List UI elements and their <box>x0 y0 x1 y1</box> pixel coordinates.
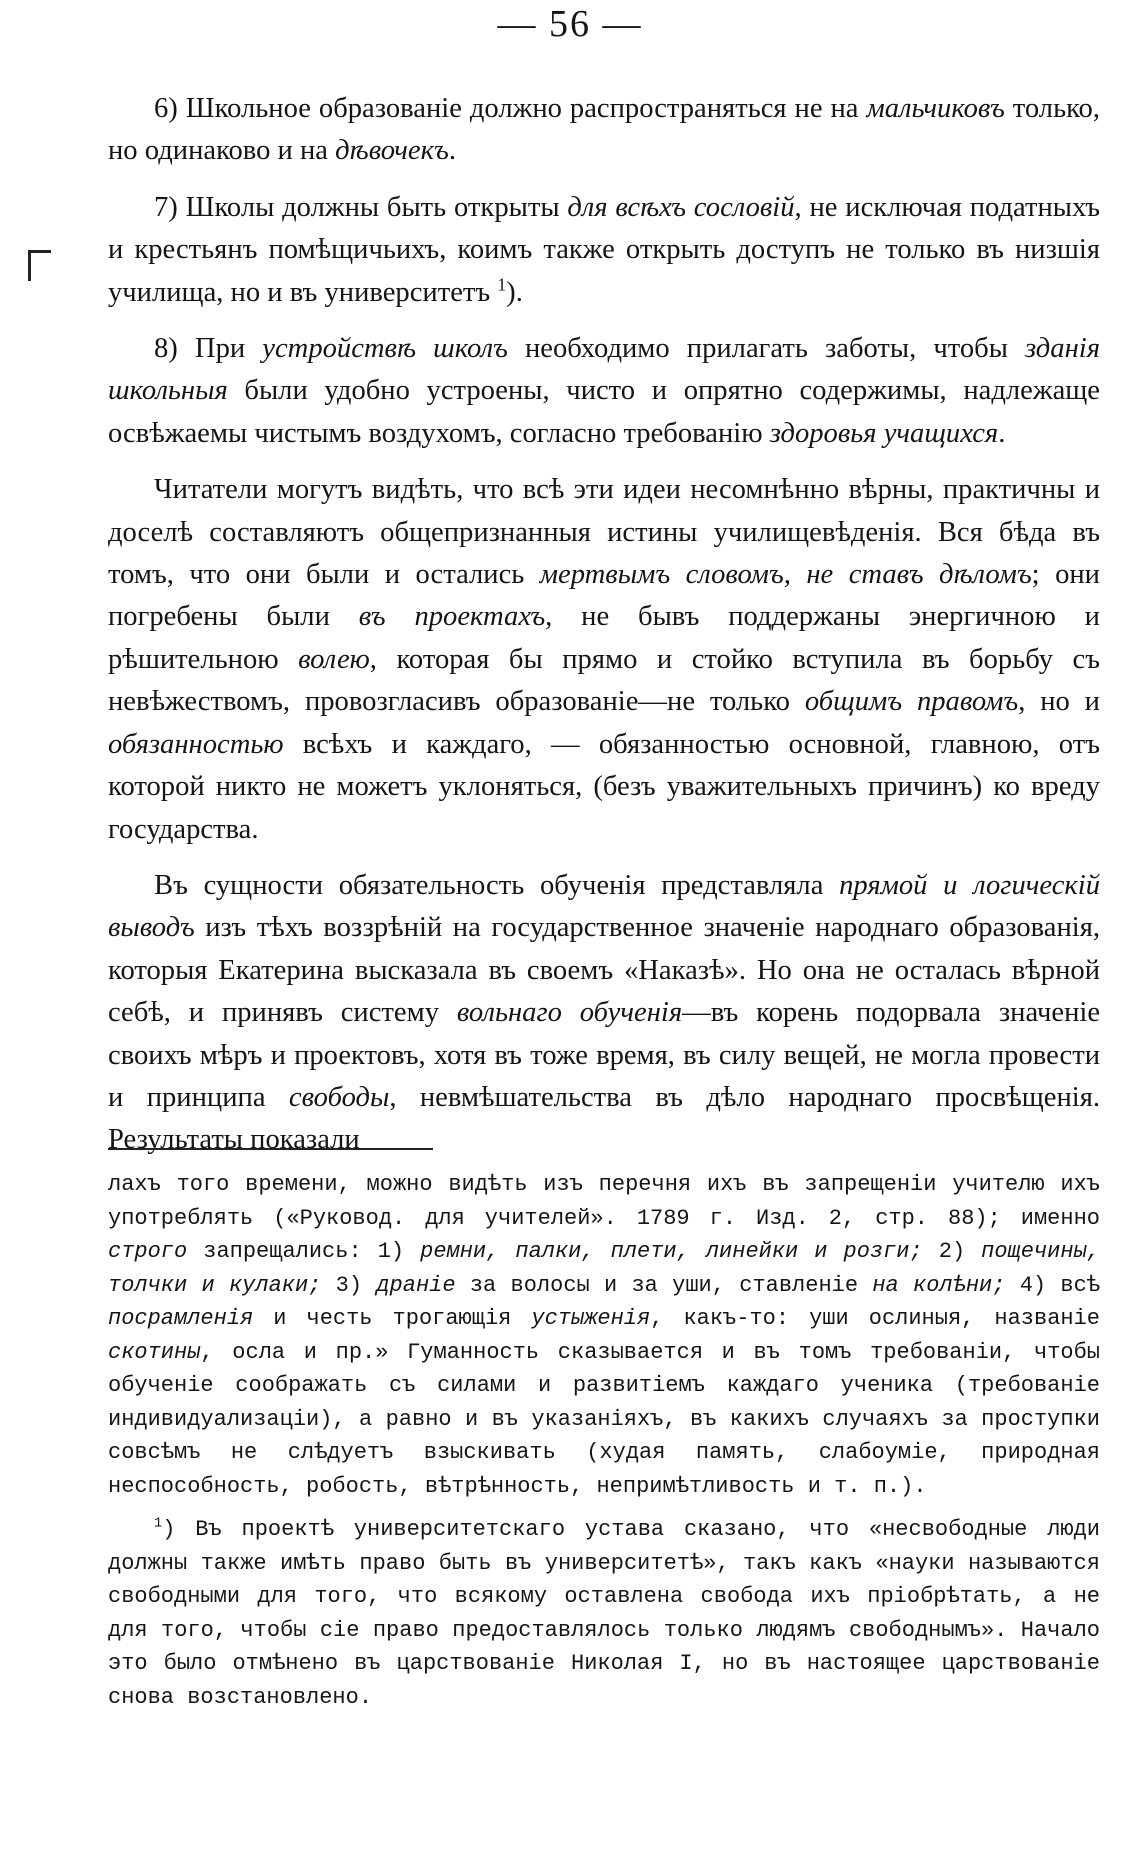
footnote-separator <box>108 1148 433 1150</box>
emphasis: строго <box>108 1239 188 1264</box>
emphasis: мертвымъ словомъ, не ставъ дѣломъ <box>539 559 1032 591</box>
emphasis: скотины <box>108 1339 201 1365</box>
emphasis: ремни, палки, плети, линейки и розги; <box>420 1239 923 1264</box>
emphasis: дѣвочекъ <box>335 135 449 167</box>
emphasis: драніе <box>376 1272 456 1298</box>
emphasis: устыженія <box>531 1306 651 1331</box>
emphasis: для всѣхъ сословій <box>567 191 795 223</box>
footnote-marker: 1 <box>497 274 507 295</box>
emphasis: устройствѣ школъ <box>262 333 508 365</box>
emphasis: пощечины, толчки и кулаки; <box>108 1239 1100 1298</box>
emphasis: мальчиковъ <box>866 93 1005 124</box>
emphasis: на колѣни; <box>872 1272 1006 1298</box>
emphasis: вольнаго обученія <box>456 997 683 1029</box>
emphasis: общимъ правомъ <box>804 686 1019 718</box>
footnotes <box>108 1168 1100 1724</box>
paragraph-school-buildings: 8) При устройствѣ школъ необходимо прилагать заботы, чтобы зданія школьныя были удобно устроены, чисто и опрятно содержимы, надлежаще освѣжаемы чистымъ воздухомъ, согласно требованію здоровья учащихся. <box>108 333 1100 449</box>
footnote-1: $^1$) Въ проектѣ университетскаго устава сказано, что «несвободные люди должны также имѣть право быть въ университетѣ», такъ какъ «науки называются свободными для того, что всякому оставлена свобода ихъ пріобрѣтать, а не для того, чтобы сіе право предоставлялось только людямъ свободнымъ». Начало это было отмѣнено въ царствованіе Николая I, но въ настоящее царствованіе снова возстановлено. <box>108 1516 1100 1710</box>
margin-bracket-mark <box>28 250 51 281</box>
main-text <box>108 88 1100 1162</box>
footnote-continuation: лахъ того времени, можно видѣть изъ перечня ихъ въ запрещеніи учителю ихъ употреблять («Руковод. для учителей». 1789 г. Изд. 2, стр. 88); именно строго запрещались: 1) ремни, палки, плети, линейки и розги; 2) пощечины, толчки и кулаки; 3) драніе за волосы и за уши, ставленіе на колѣни; 4) всѣ посрамленія и честь трогающія устыженія, какъ-то: уши ослиныя, названіе скотины, осла и пр.» Гуманность сказывается и въ томъ требованіи, чтобы обученіе соображать съ силами и развитіемъ каждаго ученика (требованіе индивидуализаціи), а равно и въ указаніяхъ, въ какихъ случаяхъ за проступки совсѣмъ не слѣдуетъ взыскивать (худая память, слабоуміе, природная неспособность, робость, вѣтрѣнность, непримѣтливость и т. п.). <box>108 1172 1100 1499</box>
emphasis: обязанностью <box>108 728 284 760</box>
paragraph-school-education-for-girls: 6) Школьное образованіе должно распространяться не на мальчиковъ только, но одинаково и на дѣвочекъ. <box>108 93 1100 167</box>
footnote-marker: 1 <box>154 1516 163 1532</box>
paragraph-ideas-dead-word: Читатели могутъ видѣть, что всѣ эти идеи несомнѣнно вѣрны, практичны и доселѣ составляютъ общепризнанныя истины училищевѣденія. Вся бѣда въ томъ, что они были и остались мертвымъ словомъ, не ставъ дѣломъ; они погребены были въ проектахъ, не бывъ поддержаны энергичною и рѣшительною волею, которая бы прямо и стойко вступила въ борьбу съ невѣжествомъ, провозгласивъ образованіе—не только общимъ правомъ, но и обязанностью всѣхъ и каждаго, — обязанностью основной, главною, отъ которой никто не можетъ уклоняться, (безъ уважительныхъ причинъ) ко вреду государства. <box>108 474 1100 845</box>
emphasis: здоровья учащихся <box>769 417 999 449</box>
emphasis: въ проектахъ <box>358 601 546 633</box>
emphasis: посрамленія <box>108 1306 254 1331</box>
emphasis: свободы <box>288 1081 390 1113</box>
paragraph-schools-open-to-all-estates: 7) Школы должны быть открыты для всѣхъ сословій, не исключая податныхъ и крестьянъ помѣщичьихъ, коимъ также открыть доступъ не только въ низшія училища, но и въ университетъ $^1$). <box>108 191 1101 308</box>
paragraph-compulsory-education: Въ сущности обязательность обученія представляла прямой и логическій выводъ изъ тѣхъ воззрѣній на государственное значеніе народнаго образованія, которыя Екатерина высказала въ своемъ «Наказѣ». Но она не осталась вѣрной себѣ, и принявъ систему вольнаго обученія—въ корень подорвала значеніе своихъ мѣръ и проектовъ, хотя въ тоже время, въ силу вещей, не могла провести и принципа свободы, невмѣшательства въ дѣло народнаго просвѣщенія. Результаты показали <box>108 869 1101 1156</box>
emphasis: зданія школьныя <box>108 333 1100 407</box>
page-number: — 56 — <box>497 3 643 45</box>
emphasis: прямой и логическій выводъ <box>108 869 1100 944</box>
emphasis: волею <box>298 643 370 675</box>
